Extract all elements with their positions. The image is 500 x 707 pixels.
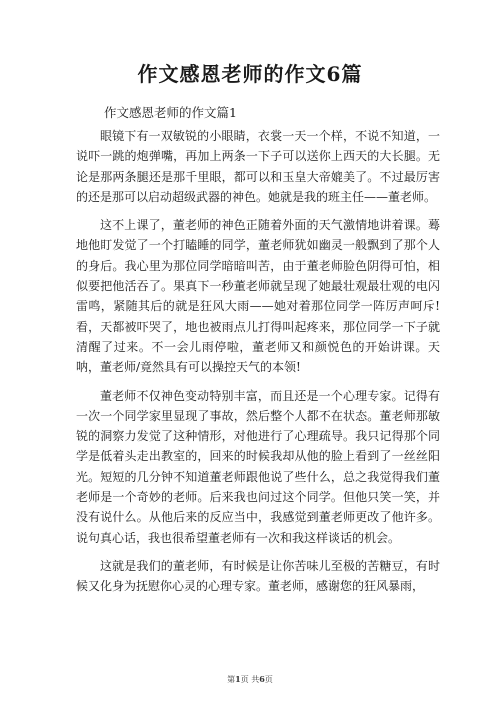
document-title: 作文感恩老师的作文6篇 (137, 62, 363, 86)
footer-suffix: 页 (264, 675, 273, 684)
paragraph-2: 这不上课了，董老师的神色正随着外面的天气激情地讲着课。蓦地他盯发觉了一个打瞌睡的同学，董老师犹如幽灵一般飘到了那个人的身后。我心里为那位同学暗暗叫苦，由于董老师脸色阴得可怕，相似要把他活吞了。果真下一秒董老师就呈现了她最壮观最壮观的电闪雷鸣，紧随其后的就是狂风大雨——她对着那位同学一阵厉声呵斥!看，天都被吓哭了，地也被雨点儿打得叫起疼来，那位同学一下子就清醒了过来。不一会儿雨停啦，董老师又和颜悦色的开始讲课。天呐，董老师/竟然具有可以操控天气的本领! (76, 218, 440, 375)
paragraph-1: 眼镜下有一双敏锐的小眼睛，衣裳一天一个样，不说不知道，一说吓一跳的炮弹嘴，再加上两条一下子可以送你上西天的大长腿。无论是那两条腿还是那千里眼，都可以和玉皇大帝媲美了。不过最厉害的还是那可以启动超级武器的神色。她就是我的班主任——董老师。 (76, 129, 440, 204)
footer-prefix: 第 (227, 675, 236, 684)
paragraph-3: 董老师不仅神色变动特别丰富，而且还是一个心理专家。记得有一次一个同学家里显现了事故，然后整个人都不在状态。董老师那敏锐的洞察力发觉了这种情形，对他进行了心理疏导。我只记得那个同学是低着头走出教室的，回来的时候我却从他的脸上看到了一丝丝阳光。短短的几分钟不知道董老师跟他说了些什么，总之我觉得我们董老师是一个奇妙的老师。后来我也问过这个同学。但他只笑一笑，并没有说什么。从他后来的反应当中，我感觉到董老师更改了他许多。说句真心话，我也很希望董老师有一次和我这样谈话的机会。 (76, 388, 440, 545)
section-heading: 作文感恩老师的作文篇1 (104, 105, 237, 120)
footer-total-pages: 6 (259, 674, 265, 684)
footer-current-page: 1 (235, 674, 241, 684)
paragraph-4: 这就是我们的董老师，有时候是让你苦味儿至极的苦糖豆，有时候又化身为抚慰你心灵的心理专家。董老师，感谢您的狂风暴雨， (76, 558, 440, 594)
page-footer (0, 673, 500, 686)
footer-middle: 页 共 (240, 675, 260, 684)
document-body (76, 126, 440, 605)
